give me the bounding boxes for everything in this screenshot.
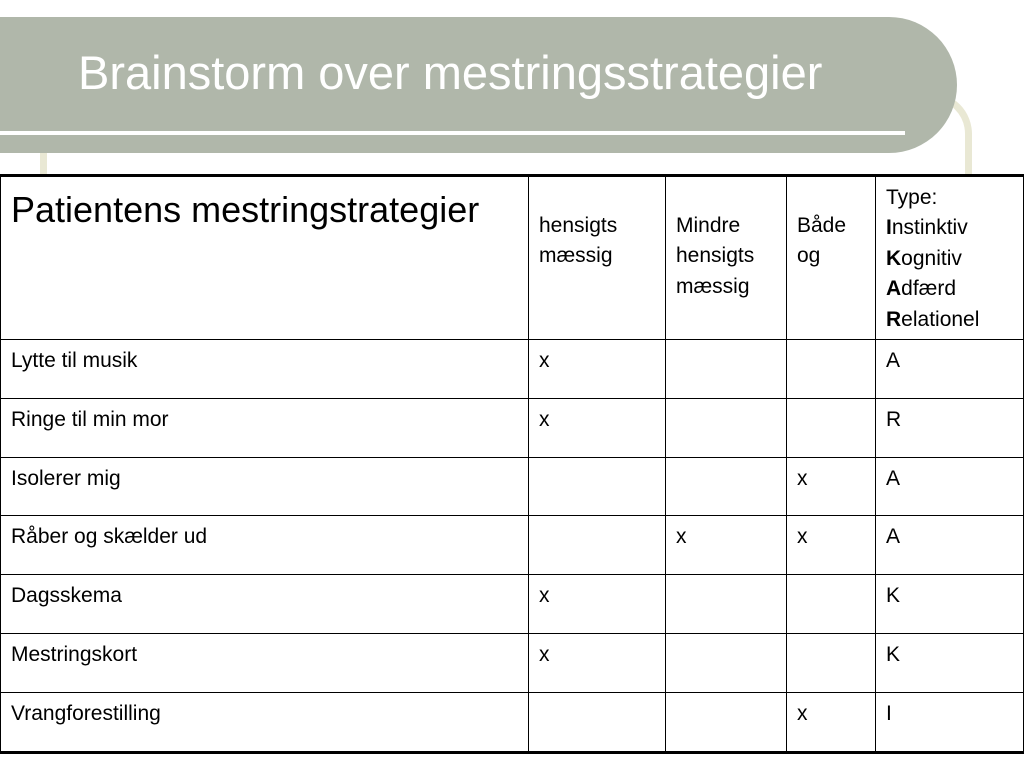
table-row xyxy=(1,575,1024,634)
cell-mindre xyxy=(666,457,787,516)
legend-rest: nstinktiv xyxy=(891,216,968,240)
cell-baade: x xyxy=(787,516,876,575)
cell-strategy: Mestringskort xyxy=(1,633,529,692)
type-label: Type: xyxy=(886,186,938,209)
cell-mindre xyxy=(666,398,787,457)
cell-hensigtsmaessig: x xyxy=(529,633,666,692)
cell-strategy: Lytte til musik xyxy=(1,340,529,399)
cell-mindre: x xyxy=(666,516,787,575)
header-type xyxy=(876,176,1024,340)
cell-type: A xyxy=(876,516,1024,575)
cell-hensigtsmaessig xyxy=(529,516,666,575)
cell-baade xyxy=(787,633,876,692)
cell-baade xyxy=(787,340,876,399)
type-legend-relationel xyxy=(886,305,1013,335)
table-row xyxy=(1,692,1024,752)
type-legend-adfaerd xyxy=(886,274,1013,304)
cell-strategy: Isolerer mig xyxy=(1,457,529,516)
table-row xyxy=(1,457,1024,516)
header-hensigtsmaessig: hensigts mæssig xyxy=(529,176,666,340)
cell-hensigtsmaessig: x xyxy=(529,340,666,399)
coping-strategies-table xyxy=(0,174,1024,754)
cell-hensigtsmaessig xyxy=(529,692,666,752)
table-row xyxy=(1,398,1024,457)
cell-baade: x xyxy=(787,457,876,516)
table-row xyxy=(1,340,1024,399)
table-header-row xyxy=(1,176,1024,340)
legend-rest: elationel xyxy=(901,307,980,331)
cell-type: R xyxy=(876,398,1024,457)
cell-mindre xyxy=(666,340,787,399)
cell-baade: x xyxy=(787,692,876,752)
cell-type: A xyxy=(876,457,1024,516)
cell-mindre xyxy=(666,633,787,692)
cell-type: K xyxy=(876,633,1024,692)
cell-type: I xyxy=(876,692,1024,752)
slide-title: Brainstorm over mestringsstrategier xyxy=(78,46,823,99)
legend-letter: K xyxy=(886,246,902,270)
cell-hensigtsmaessig: x xyxy=(529,398,666,457)
header-mindre-hensigtsmaessig: Mindre hensigts mæssig xyxy=(666,176,787,340)
cell-strategy: Dagsskema xyxy=(1,575,529,634)
table-row xyxy=(1,633,1024,692)
table-row xyxy=(1,516,1024,575)
type-legend-kognitiv xyxy=(886,244,1013,274)
cell-baade xyxy=(787,398,876,457)
cell-hensigtsmaessig xyxy=(529,457,666,516)
cell-strategy: Råber og skælder ud xyxy=(1,516,529,575)
cell-mindre xyxy=(666,692,787,752)
type-legend-instinktiv xyxy=(886,213,1013,243)
header-strategy: Patientens mestringstrategier xyxy=(1,176,529,340)
cell-baade xyxy=(787,575,876,634)
cell-hensigtsmaessig: x xyxy=(529,575,666,634)
cell-mindre xyxy=(666,575,787,634)
legend-letter: R xyxy=(886,307,902,331)
header-baade-og: Både og xyxy=(787,176,876,340)
cell-type: A xyxy=(876,340,1024,399)
cell-type: K xyxy=(876,575,1024,634)
legend-rest: ognitiv xyxy=(901,246,962,270)
title-underline xyxy=(0,131,905,135)
cell-strategy: Ringe til min mor xyxy=(1,398,529,457)
legend-letter: A xyxy=(886,277,902,301)
cell-strategy: Vrangforestilling xyxy=(1,692,529,752)
legend-letter: I xyxy=(886,216,892,240)
legend-rest: dfærd xyxy=(901,277,957,301)
